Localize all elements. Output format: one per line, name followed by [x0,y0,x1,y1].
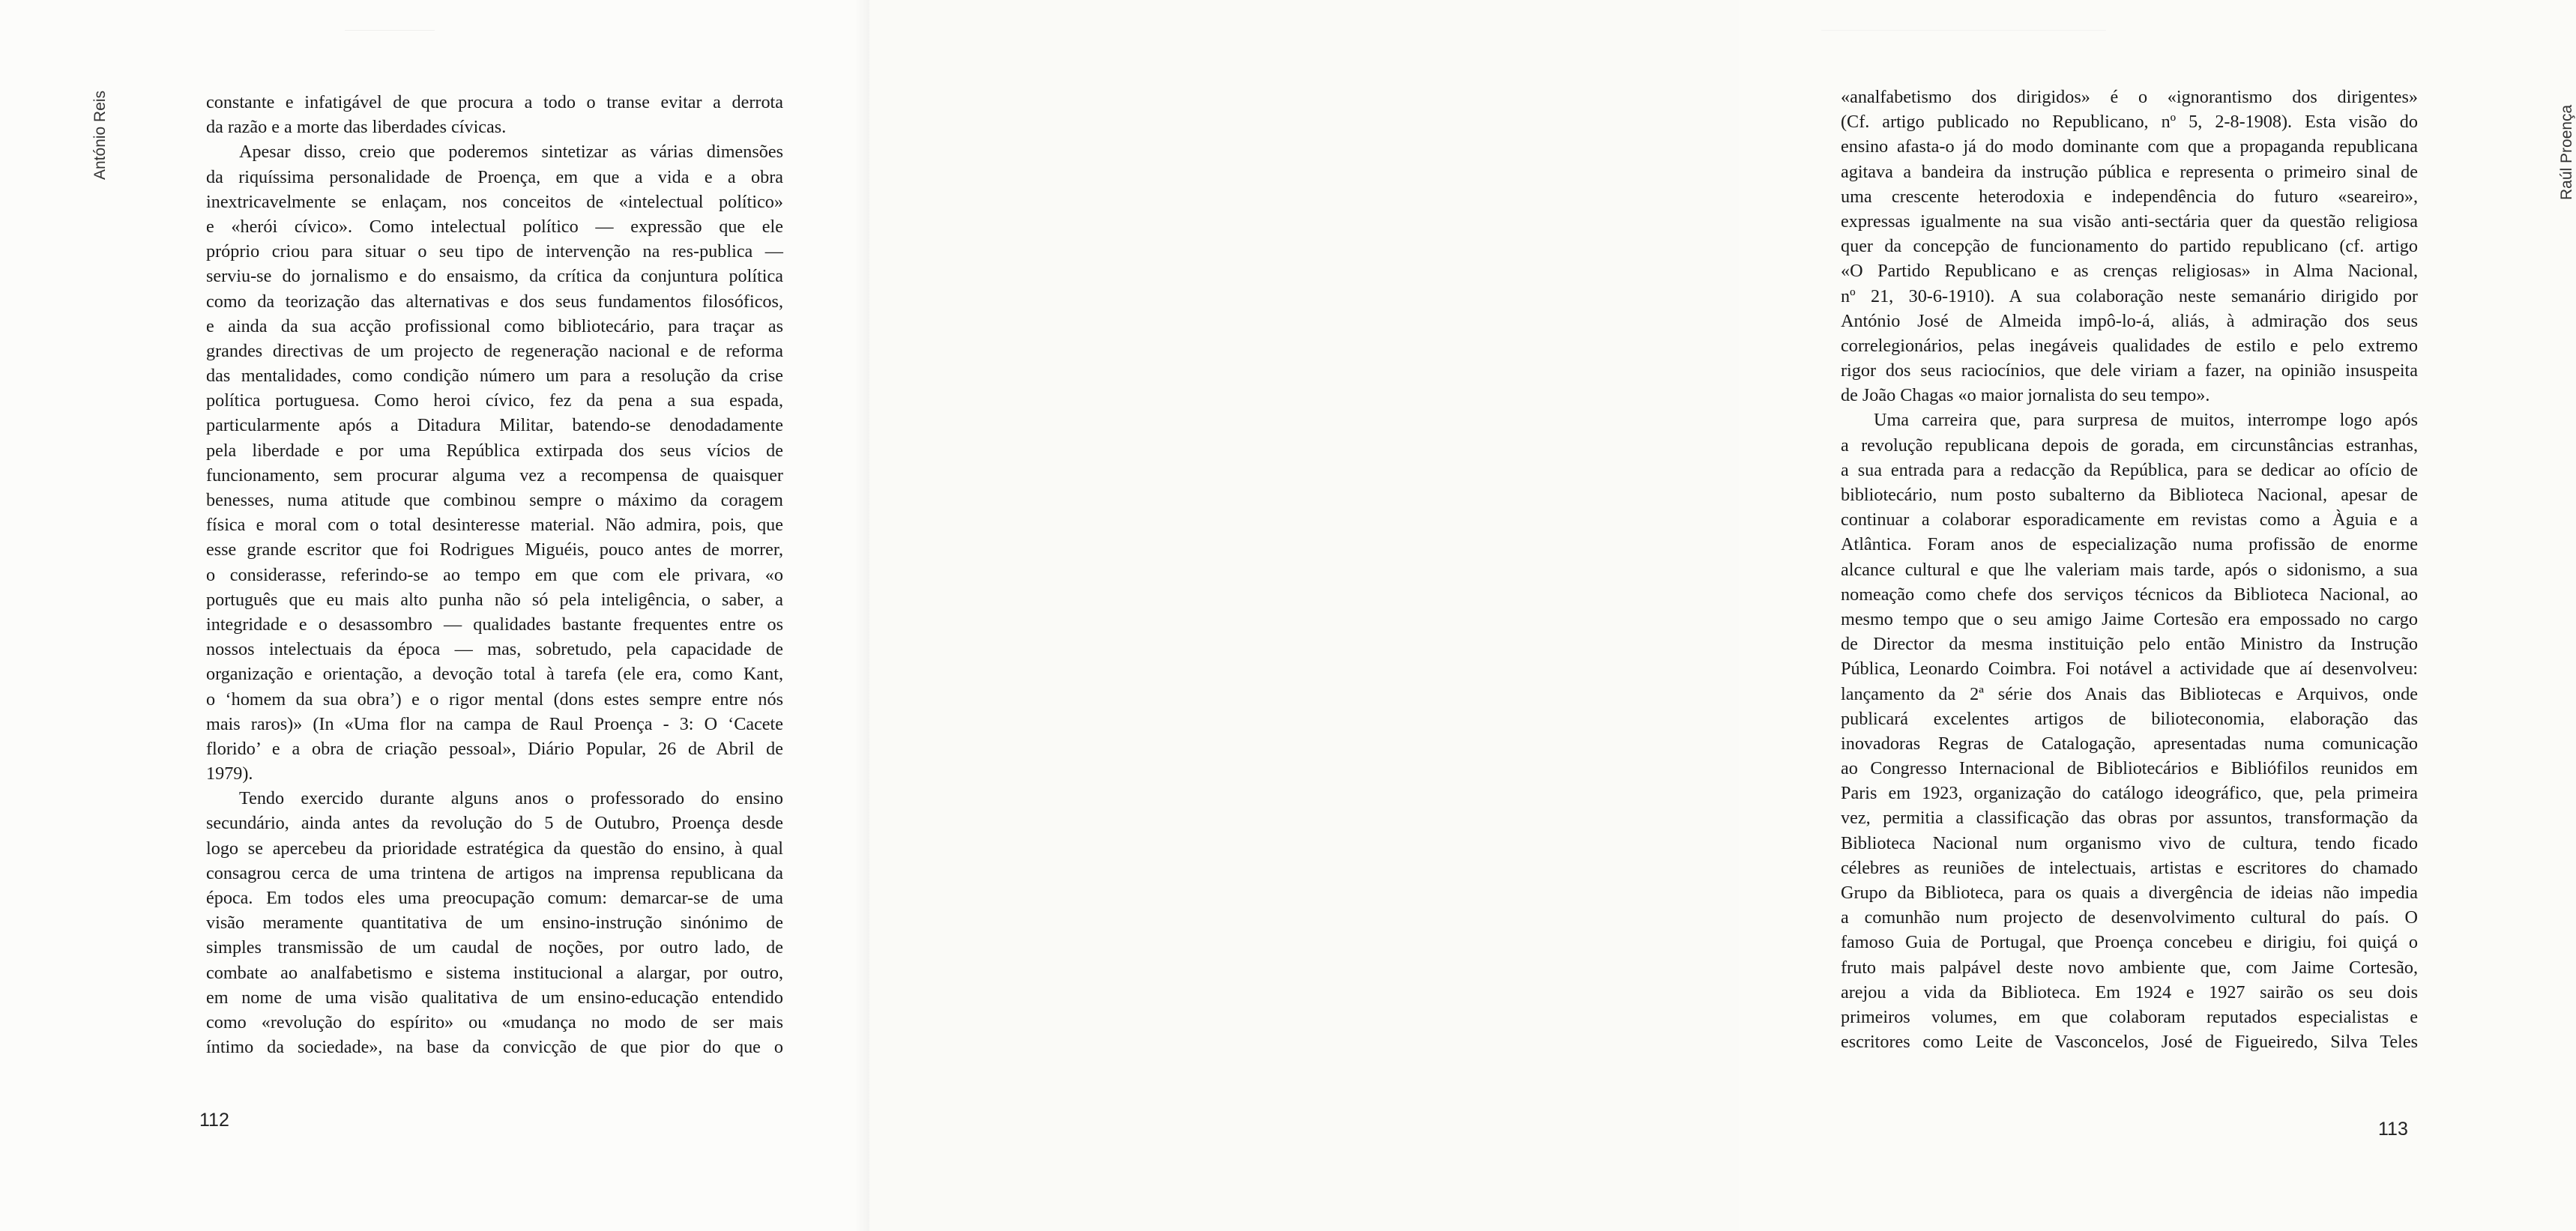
page-number: 113 [2378,1119,2408,1140]
page-number: 112 [199,1110,229,1131]
text-line: fruto mais palpável deste novo ambiente que, com Jaime Cortesão, [1841,957,2418,978]
text-line: nº 21, 30-6-1910). A sua colaboração neste semanário dirigido por [1841,285,2418,306]
text-line: da razão e a morte das liberdades cívicas. [206,117,507,138]
text-line: grandes directivas de um projecto de regeneração nacional e de reforma [206,340,783,361]
text-line: célebres as reuniões de intelectuais, artistas e escritores do chamado [1841,857,2418,878]
text-line: secundário, ainda antes da revolução do 5 de Outubro, Proença desde [206,813,783,834]
left-page-body [206,90,783,1059]
text-line: lançamento da 2ª série dos Anais das Bibliotecas e Arquivos, onde [1841,683,2418,704]
left-page [0,0,869,1231]
text-line: português que eu mais alto punha não só pela inteligência, o saber, a [206,589,783,610]
text-line: ao Congresso Internacional de Bibliotecários e Bibliófilos reunidos em [1841,758,2418,779]
text-line: famoso Guia de Portugal, que Proença concebeu e dirigiu, foi quiçá o [1841,932,2418,953]
text-line: particularmente após a Ditadura Militar, batendo-se denodadamente [206,415,783,436]
text-line: arejou a vida da Biblioteca. Em 1924 e 1927 sairão os seu dois [1841,982,2418,1002]
text-line: de João Chagas «o maior jornalista do seu tempo». [1841,385,2210,406]
text-line: funcionamento, sem procurar alguma vez a recompensa de quaisquer [206,465,783,486]
text-line: «analfabetismo dos dirigidos» é o «ignorantismo dos dirigentes» [1841,87,2418,107]
text-line: mais raros)» (In «Uma flor na campa de Raul Proença - 3: O ‘Cacete [206,713,783,734]
text-line: inovadoras Regras de Catalogação, apresentadas numa comunicação [1841,733,2418,754]
text-line: próprio criou para situar o seu tipo de intervenção na res-publica — [206,241,783,262]
text-line: nomeação como chefe dos serviços técnicos da Biblioteca Nacional, ao [1841,584,2418,605]
text-line: integridade e o desassombro — qualidades bastante frequentes entre os [206,614,783,635]
text-line: agitava a bandeira da instrução pública e representa o primeiro sinal de [1841,161,2418,182]
text-line: Atlântica. Foram anos de especialização numa profissão de enorme [1841,534,2418,555]
text-line: 1979). [206,763,253,784]
text-line: escritores como Leite de Vasconcelos, José de Figueiredo, Silva Teles [1841,1032,2418,1053]
text-line: inextricavelmente se enlaçam, nos conceitos de «intelectual político» [206,191,783,212]
text-line: o considerasse, referindo-se ao tempo em que com ele privara, «o [206,564,783,585]
text-line: logo se apercebeu da prioridade estratégica da questão do ensino, à qual [206,838,783,859]
text-line: correlegionários, pelas inegáveis qualidades de estilo e pelo extremo [1841,335,2418,356]
text-line: ensino afasta-o já do modo dominante com que a propaganda republicana [1841,136,2418,157]
text-line: rigor dos seus raciocínios, que dele viriam a fazer, na opinião insuspeita [1841,360,2418,381]
text-line: política portuguesa. Como heroi cívico, fez da pena a sua espada, [206,390,783,411]
text-line: Paris em 1923, organização do catálogo ideográfico, que, pela primeira [1841,783,2418,804]
text-line: constante e infatigável de que procura a todo o transe evitar a derrota [206,92,783,112]
text-line: (Cf. artigo publicado no Republicano, nº 5, 2-8-1908). Esta visão do [1841,112,2418,133]
bleed-through-mark [1821,0,2106,31]
text-line: bibliotecário, num posto subalterno da Biblioteca Nacional, apesar de [1841,485,2418,505]
text-line: publicará excelentes artigos de bilioteconomia, elaboração das [1841,708,2418,729]
text-line: Apesar disso, creio que poderemos sintetizar as várias dimensões [239,142,783,163]
text-line: quer da concepção de funcionamento do partido republicano (cf. artigo [1841,236,2418,257]
text-line: a revolução republicana depois de gorada, em circunstâncias estranhas, [1841,435,2418,456]
text-line: florido’ e a obra de criação pessoal», Diário Popular, 26 de Abril de [206,738,783,759]
text-line: Uma carreira que, para surpresa de muitos, interrompe logo após [1874,410,2418,431]
text-line: benesses, numa atitude que combinou sempre o máximo da coragem [206,490,783,510]
text-line: o ‘homem da sua obra’) e o rigor mental (dons estes sempre entre nós [206,689,783,710]
text-line: a sua entrada para a redacção da República, para se dedicar ao ofício de [1841,459,2418,480]
bleed-through-mark [345,0,435,31]
text-line: íntimo da sociedade», na base da convicção de que pior do que o [206,1037,783,1058]
text-line: pela liberdade e por uma República extirpada dos seus vícios de [206,440,783,461]
text-line: António José de Almeida impô-lo-á, aliás, à admiração dos seus [1841,310,2418,331]
text-line: Pública, Leonardo Coimbra. Foi notável a actividade que aí desenvolveu: [1841,659,2418,680]
right-page [869,0,2575,1231]
text-line: a comunhão num projecto de desenvolvimento cultural do país. O [1841,907,2418,928]
text-line: organização e orientação, a devoção total à tarefa (ele era, como Kant, [206,664,783,685]
running-head-title: Raúl Proença [2558,104,2575,200]
text-line: das mentalidades, como condição número um para a resolução da crise [206,366,783,387]
running-head-author: António Reis [91,90,109,180]
text-line: da riquíssima personalidade de Proença, em que a vida e a obra [206,166,783,187]
text-line: expressas igualmente na sua visão anti-sectária quer da questão religiosa [1841,211,2418,232]
text-line: física e moral com o total desinteresse material. Não admira, pois, que [206,515,783,536]
text-line: serviu-se do jornalismo e do ensaismo, da crítica da conjuntura política [206,266,783,287]
text-line: combate ao analfabetismo e sistema institucional a alargar, por outro, [206,962,783,983]
text-line: «O Partido Republicano e as crenças religiosas» in Alma Nacional, [1841,261,2418,282]
text-line: época. Em todos eles uma preocupação comum: demarcar-se de uma [206,888,783,908]
text-line: uma crescente heterodoxia e independência do futuro «seareiro», [1841,186,2418,207]
text-line: em nome de uma visão qualitativa de um ensino-educação entendido [206,987,783,1008]
right-page-body [1841,85,2418,1054]
text-line: Tendo exercido durante alguns anos o professorado do ensino [239,788,783,809]
text-line: nossos intelectuais da época — mas, sobretudo, pela capacidade de [206,639,783,660]
text-line: continuar a colaborar esporadicamente em revistas como a Àguia e a [1841,509,2418,530]
text-line: Biblioteca Nacional num organismo vivo de cultura, tendo ficado [1841,832,2418,853]
text-line: visão meramente quantitativa de um ensino-instrução sinónimo de [206,913,783,934]
text-line: simples transmissão de um caudal de noções, por outro lado, de [206,937,783,958]
text-line: e «herói cívico». Como intelectual político — expressão que ele [206,216,783,237]
text-line: mesmo tempo que o seu amigo Jaime Cortesão era empossado no cargo [1841,608,2418,629]
text-line: esse grande escritor que foi Rodrigues Miguéis, pouco antes de morrer, [206,539,783,560]
text-line: vez, permitia a classificação das obras por assuntos, transformação da [1841,808,2418,829]
text-line: de Director da mesma instituição pelo então Ministro da Instrução [1841,634,2418,655]
text-line: e ainda da sua acção profissional como bibliotecário, para traçar as [206,315,783,336]
text-line: Grupo da Biblioteca, para os quais a divergência de ideias não impedia [1841,883,2418,903]
text-line: alcance cultural e que lhe valeriam mais tarde, após o sidonismo, a sua [1841,559,2418,580]
text-line: primeiros volumes, em que colaboram reputados especialistas e [1841,1006,2418,1027]
text-line: como da teorização das alternativas e dos seus fundamentos filosóficos, [206,291,783,312]
text-line: consagrou cerca de uma trintena de artigos na imprensa republicana da [206,862,783,883]
text-line: como «revolução do espírito» ou «mudança no modo de ser mais [206,1011,783,1032]
